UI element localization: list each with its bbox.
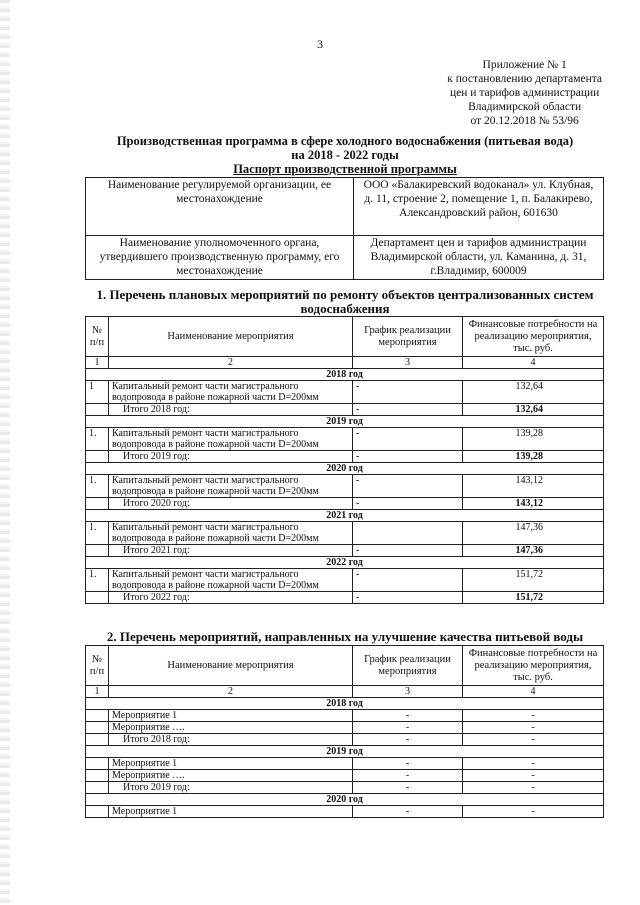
item-amount: - bbox=[463, 770, 604, 782]
year-label: 2020 год bbox=[86, 794, 604, 806]
year-label: 2018 год bbox=[86, 698, 604, 710]
title-line: на 2018 - 2022 годы bbox=[291, 148, 399, 162]
page-number: 3 bbox=[317, 37, 323, 51]
passport-value: Департамент цен и тарифов администрации Владимирской области, ул. Каманина, д. 31, г.Владимир, 600009 bbox=[354, 236, 604, 280]
column-number-row bbox=[86, 686, 604, 698]
table-row bbox=[86, 475, 604, 498]
item-number: 1 bbox=[86, 381, 109, 404]
item-name: Капитальный ремонт части магистрального водопровода в районе пожарной части D=200мм bbox=[109, 475, 353, 498]
appendix-line: Приложение № 1 bbox=[482, 59, 567, 71]
item-name: Мероприятие 1 bbox=[109, 710, 353, 722]
item-amount: - bbox=[463, 782, 604, 794]
item-schedule: - bbox=[353, 758, 463, 770]
column-number: 2 bbox=[109, 357, 353, 369]
year-label: 2021 год bbox=[86, 510, 604, 522]
appendix-line: цен и тарифов администрации bbox=[450, 87, 600, 99]
item-name: Капитальный ремонт части магистрального водопровода в районе пожарной части D=200мм bbox=[109, 381, 353, 404]
total-schedule: - bbox=[353, 404, 463, 416]
total-schedule: - bbox=[353, 498, 463, 510]
table-row bbox=[86, 428, 604, 451]
item-name: Капитальный ремонт части магистрального водопровода в районе пожарной части D=200мм bbox=[109, 569, 353, 592]
item-schedule bbox=[353, 522, 463, 545]
column-number: 4 bbox=[463, 357, 604, 369]
passport-label: Наименование уполномоченного органа, утвердившего производственную программу, его местонахождение bbox=[86, 236, 354, 280]
item-schedule: - bbox=[353, 381, 463, 404]
passport-value: ООО «Балакиревский водоканал» ул. Клубная, д. 11, строение 2, помещение 1, п. Балакирево, Александровский район, 601630 bbox=[354, 178, 604, 236]
item-schedule: - bbox=[353, 734, 463, 746]
item-schedule: - bbox=[353, 722, 463, 734]
header-name: Наименование мероприятия bbox=[109, 317, 353, 357]
year-row bbox=[86, 369, 604, 381]
table-row bbox=[86, 569, 604, 592]
total-amount: 147,36 bbox=[463, 545, 604, 557]
year-label: 2018 год bbox=[86, 369, 604, 381]
document-title bbox=[85, 134, 605, 176]
item-name: Мероприятие 1 bbox=[109, 758, 353, 770]
section1-title: 1. Перечень плановых мероприятий по ремонту объектов централизованных систем водоснабжения bbox=[96, 287, 594, 316]
item-number: 1. bbox=[86, 569, 109, 592]
item-amount: - bbox=[463, 722, 604, 734]
item-number: 1. bbox=[86, 475, 109, 498]
empty-cell bbox=[86, 545, 109, 557]
item-number: 1. bbox=[86, 428, 109, 451]
empty-cell bbox=[86, 451, 109, 463]
header-amount: Финансовые потребности на реализацию мероприятия, тыс. руб. bbox=[463, 646, 604, 686]
table-row bbox=[86, 770, 604, 782]
item-schedule: - bbox=[353, 475, 463, 498]
appendix-block bbox=[447, 58, 602, 128]
year-row bbox=[86, 557, 604, 569]
scan-edge-artifact bbox=[0, 0, 10, 905]
item-amount: - bbox=[463, 734, 604, 746]
year-row bbox=[86, 698, 604, 710]
year-row bbox=[86, 463, 604, 475]
appendix-line: Владимирской области bbox=[468, 101, 582, 113]
item-schedule: - bbox=[353, 428, 463, 451]
empty-cell bbox=[86, 498, 109, 510]
table-row bbox=[86, 381, 604, 404]
total-row bbox=[86, 451, 604, 463]
year-row bbox=[86, 510, 604, 522]
table-row bbox=[86, 806, 604, 818]
year-row bbox=[86, 794, 604, 806]
table-header-row bbox=[86, 317, 604, 357]
item-amount: - bbox=[463, 710, 604, 722]
year-row bbox=[86, 746, 604, 758]
column-number: 1 bbox=[86, 357, 109, 369]
title-line: Производственная программа в сфере холодного водоснабжения (питьевая вода) bbox=[116, 134, 574, 148]
total-schedule: - bbox=[353, 451, 463, 463]
item-amount: 132,64 bbox=[463, 381, 604, 404]
header-num: № п/п bbox=[86, 317, 109, 357]
empty-cell bbox=[86, 770, 109, 782]
item-name: Мероприятие …. bbox=[109, 770, 353, 782]
item-amount: 151,72 bbox=[463, 569, 604, 592]
passport-row bbox=[86, 236, 604, 280]
total-label: Итого 2020 год: bbox=[109, 498, 353, 510]
empty-cell bbox=[86, 710, 109, 722]
empty-cell bbox=[86, 806, 109, 818]
item-schedule: - bbox=[353, 710, 463, 722]
item-name: Мероприятие 1 bbox=[109, 806, 353, 818]
passport-row bbox=[86, 178, 604, 236]
total-schedule: - bbox=[353, 545, 463, 557]
section2-table bbox=[85, 645, 604, 818]
empty-cell bbox=[86, 758, 109, 770]
year-label: 2019 год bbox=[86, 746, 604, 758]
year-label: 2020 год bbox=[86, 463, 604, 475]
header-amount: Финансовые потребности на реализацию мероприятия, тыс. руб. bbox=[463, 317, 604, 357]
column-number: 2 bbox=[109, 686, 353, 698]
empty-cell bbox=[86, 404, 109, 416]
header-num: № п/п bbox=[86, 646, 109, 686]
item-schedule: - bbox=[353, 569, 463, 592]
column-number: 4 bbox=[463, 686, 604, 698]
appendix-line: от 20.12.2018 № 53/96 bbox=[470, 115, 579, 127]
total-amount: 132,64 bbox=[463, 404, 604, 416]
total-amount: 151,72 bbox=[463, 592, 604, 604]
header-name: Наименование мероприятия bbox=[109, 646, 353, 686]
total-label: Итого 2018 год: bbox=[109, 734, 353, 746]
column-number: 1 bbox=[86, 686, 109, 698]
item-schedule: - bbox=[353, 806, 463, 818]
item-number: 1. bbox=[86, 522, 109, 545]
passport-table bbox=[85, 177, 604, 280]
year-label: 2022 год bbox=[86, 557, 604, 569]
column-number: 3 bbox=[353, 686, 463, 698]
total-row bbox=[86, 782, 604, 794]
total-row bbox=[86, 498, 604, 510]
total-label: Итого 2019 год: bbox=[109, 451, 353, 463]
table-row bbox=[86, 522, 604, 545]
total-amount: 143,12 bbox=[463, 498, 604, 510]
item-amount: 143,12 bbox=[463, 475, 604, 498]
total-label: Итого 2021 год: bbox=[109, 545, 353, 557]
item-amount: - bbox=[463, 758, 604, 770]
section2-title: 2. Перечень мероприятий, направленных на улучшение качества питьевой воды bbox=[106, 629, 584, 644]
total-row bbox=[86, 734, 604, 746]
item-name: Капитальный ремонт части магистрального водопровода в районе пожарной части D=200мм bbox=[109, 428, 353, 451]
section1-table bbox=[85, 316, 604, 604]
table-row bbox=[86, 710, 604, 722]
table-row bbox=[86, 722, 604, 734]
total-amount: 139,28 bbox=[463, 451, 604, 463]
column-number: 3 bbox=[353, 357, 463, 369]
total-row bbox=[86, 545, 604, 557]
item-amount: 139,28 bbox=[463, 428, 604, 451]
passport-title: Паспорт производственной программы bbox=[233, 162, 457, 176]
appendix-line: к постановлению департамента bbox=[447, 73, 602, 85]
item-schedule: - bbox=[353, 782, 463, 794]
total-row bbox=[86, 404, 604, 416]
total-schedule: - bbox=[353, 592, 463, 604]
header-schedule: График реализации мероприятия bbox=[353, 317, 463, 357]
item-amount: - bbox=[463, 806, 604, 818]
empty-cell bbox=[86, 592, 109, 604]
total-label: Итого 2022 год: bbox=[109, 592, 353, 604]
empty-cell bbox=[86, 722, 109, 734]
table-row bbox=[86, 758, 604, 770]
total-label: Итого 2018 год: bbox=[109, 404, 353, 416]
total-label: Итого 2019 год: bbox=[109, 782, 353, 794]
item-name: Мероприятие …. bbox=[109, 722, 353, 734]
item-amount: 147,36 bbox=[463, 522, 604, 545]
year-label: 2019 год bbox=[86, 416, 604, 428]
table-header-row bbox=[86, 646, 604, 686]
column-number-row bbox=[86, 357, 604, 369]
year-row bbox=[86, 416, 604, 428]
passport-label: Наименование регулируемой организации, ее местонахождение bbox=[86, 178, 354, 236]
total-row bbox=[86, 592, 604, 604]
header-schedule: График реализации мероприятия bbox=[353, 646, 463, 686]
item-name: Капитальный ремонт части магистрального водопровода в районе пожарной части D=200мм bbox=[109, 522, 353, 545]
empty-cell bbox=[86, 782, 109, 794]
empty-cell bbox=[86, 734, 109, 746]
item-schedule: - bbox=[353, 770, 463, 782]
